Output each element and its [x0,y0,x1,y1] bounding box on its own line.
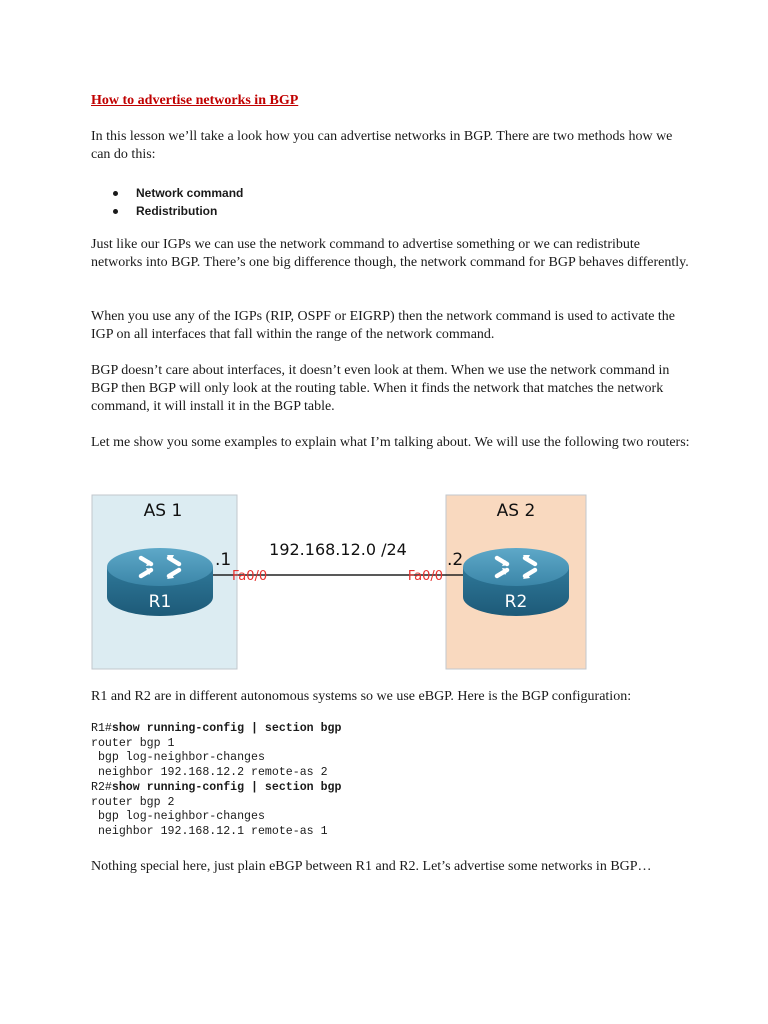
as2-label: AS 2 [496,501,536,521]
page-title: How to advertise networks in BGP [91,93,299,108]
r1-command: show running-config | section bgp [111,722,342,735]
right-host-label: .2 [447,550,464,570]
igp-network-paragraph: When you use any of the IGPs (RIP, OSPF or EIGRP) then the network command is used to activate the IGP on all interfaces that fall within the range of the network command. [91,309,676,342]
examples-paragraph: Let me show you some examples to explain what I’m talking about. We will use the following two routers: [91,435,690,450]
r1-label: R1 [148,592,172,612]
router-r1-icon [107,548,213,616]
r2-command: show running-config | section bgp [111,780,342,794]
r2-config: router bgp 2 bgp log-neighbor-changes neighbor 192.168.12.1 remote-as 1 [91,795,328,838]
r2-prompt: R2# [91,780,112,794]
as1-label: AS 1 [143,501,183,521]
left-interface-label: Fa0/0 [232,569,268,584]
r1-prompt: R1# [91,722,112,735]
methods-list [91,184,243,220]
r2-label: R2 [504,592,528,612]
igps-paragraph: Just like our IGPs we can use the network command to advertise something or we can redistribute networks into BGP. There’s one big difference though, the network command for BGP behaves differently. [91,237,689,270]
topology-diagram [91,494,587,670]
closing-paragraph: Nothing special here, just plain eBGP between R1 and R2. Let’s advertise some networks in BGP… [91,859,652,874]
right-interface-label: Fa0/0 [407,569,443,584]
network-label: 192.168.12.0 /24 [269,540,407,559]
router-r2-icon [463,548,569,616]
bgp-interfaces-paragraph: BGP doesn’t care about interfaces, it doesn’t even look at them. When we use the network command in BGP then BGP will only look at the routing table. When it finds the network that matches the network command, it will install it in the BGP table. [91,363,670,414]
left-host-label: .1 [215,550,232,570]
intro-paragraph: In this lesson we’ll take a look how you can advertise networks in BGP. There are two methods how we can do this: [91,129,673,162]
config-code-block [91,722,341,840]
list-item: Redistribution [91,202,243,220]
ebgp-paragraph: R1 and R2 are in different autonomous systems so we use eBGP. Here is the BGP configuration: [91,689,632,704]
list-item: Network command [91,184,243,202]
r1-config: router bgp 1 bgp log-neighbor-changes neighbor 192.168.12.2 remote-as 2 [91,736,328,780]
